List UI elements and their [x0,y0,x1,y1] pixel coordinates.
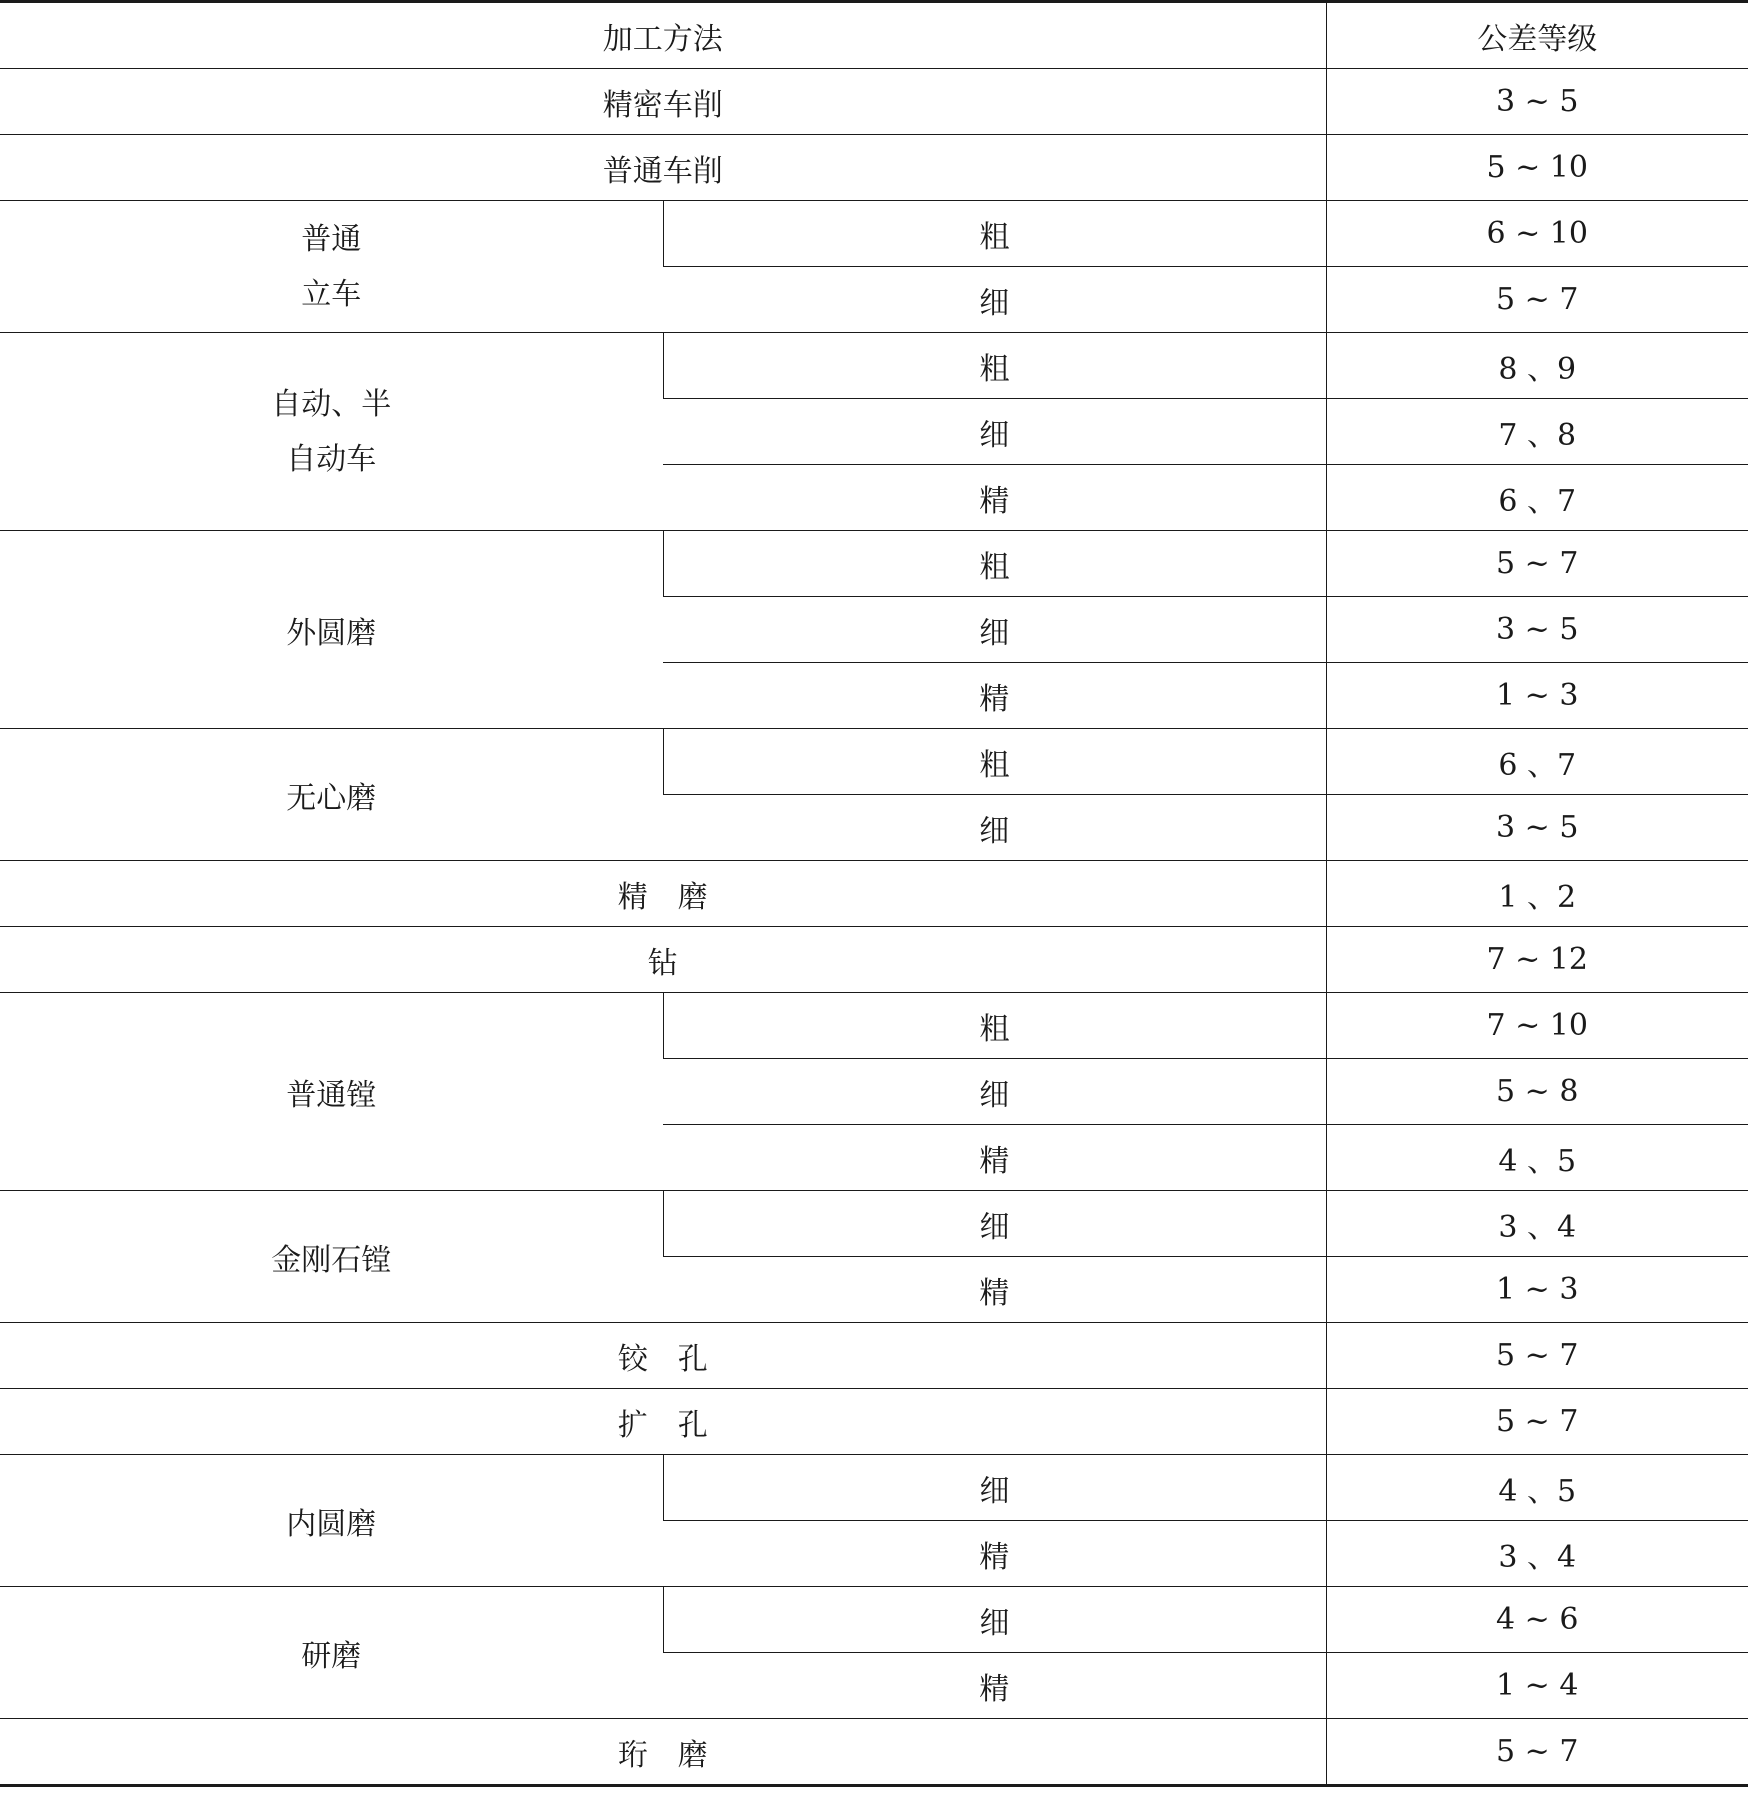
table-row [0,927,1748,993]
sub-method-cell: 细 [663,795,1326,861]
table-row [0,1389,1748,1455]
method-cell: 普通车削 [0,135,1326,201]
sub-method-cell: 细 [663,597,1326,663]
method-cell: 精密车削 [0,69,1326,135]
method-group-cell: 外圆磨 [0,531,663,729]
table-row [0,135,1748,201]
grade-cell: 5 ~ 7 [1326,531,1748,597]
sub-method-cell: 粗 [663,201,1326,267]
sub-method-cell: 精 [663,1257,1326,1323]
sub-method-cell: 精 [663,663,1326,729]
grade-cell: 5 ~ 7 [1326,1719,1748,1786]
method-cell: 铰 孔 [0,1323,1326,1389]
table-row [0,333,1748,399]
grade-cell: 3 ~ 5 [1326,69,1748,135]
sub-method-cell: 粗 [663,729,1326,795]
header-grade: 公差等级 [1326,2,1748,69]
grade-cell: 1 ~ 3 [1326,1257,1748,1323]
grade-cell: 1 ~ 3 [1326,663,1748,729]
sub-method-cell: 细 [663,399,1326,465]
sub-method-cell: 粗 [663,333,1326,399]
table-row [0,993,1748,1059]
header-row [0,2,1748,69]
grade-cell: 1 、2 [1326,861,1748,927]
table-row [0,1323,1748,1389]
grade-cell: 3 ~ 5 [1326,795,1748,861]
method-group-cell: 金刚石镗 [0,1191,663,1323]
table-row [0,1455,1748,1521]
grade-cell: 5 ~ 10 [1326,135,1748,201]
table-row [0,201,1748,267]
method-cell: 钻 [0,927,1326,993]
grade-cell: 6 、7 [1326,465,1748,531]
grade-cell: 8 、9 [1326,333,1748,399]
sub-method-cell: 精 [663,1521,1326,1587]
sub-method-cell: 粗 [663,531,1326,597]
sub-method-cell: 细 [663,1455,1326,1521]
grade-cell: 6 、7 [1326,729,1748,795]
grade-cell: 3 、4 [1326,1521,1748,1587]
grade-cell: 5 ~ 7 [1326,267,1748,333]
grade-cell: 3 ~ 5 [1326,597,1748,663]
table-row [0,729,1748,795]
grade-cell: 7 ~ 10 [1326,993,1748,1059]
table-row [0,1191,1748,1257]
sub-method-cell: 精 [663,465,1326,531]
method-cell: 珩 磨 [0,1719,1326,1786]
grade-cell: 5 ~ 7 [1326,1389,1748,1455]
sub-method-cell: 细 [663,1059,1326,1125]
grade-cell: 7 、8 [1326,399,1748,465]
sub-method-cell: 细 [663,1587,1326,1653]
grade-cell: 3 、4 [1326,1191,1748,1257]
grade-cell: 5 ~ 7 [1326,1323,1748,1389]
grade-cell: 6 ~ 10 [1326,201,1748,267]
grade-cell: 1 ~ 4 [1326,1653,1748,1719]
header-method: 加工方法 [0,2,1326,69]
table-row [0,1587,1748,1653]
method-group-cell: 无心磨 [0,729,663,861]
table-row [0,861,1748,927]
table-row [0,69,1748,135]
method-group-cell [0,201,663,333]
grade-cell: 4 、5 [1326,1455,1748,1521]
method-line: 自动车 [286,441,377,477]
sub-method-cell: 细 [663,267,1326,333]
grade-cell: 5 ~ 8 [1326,1059,1748,1125]
table-row [0,531,1748,597]
method-group-cell [0,333,663,531]
table-row [0,1719,1748,1786]
method-group-cell: 普通镗 [0,993,663,1191]
method-cell: 扩 孔 [0,1389,1326,1455]
method-line: 自动、半 [271,386,392,422]
grade-cell: 4 、5 [1326,1125,1748,1191]
grade-cell: 4 ~ 6 [1326,1587,1748,1653]
method-line: 普通 [301,221,362,257]
sub-method-cell: 精 [663,1653,1326,1719]
method-group-cell: 内圆磨 [0,1455,663,1587]
method-line: 立车 [301,276,362,312]
sub-method-cell: 细 [663,1191,1326,1257]
method-cell: 精 磨 [0,861,1326,927]
method-group-cell: 研磨 [0,1587,663,1719]
grade-cell: 7 ~ 12 [1326,927,1748,993]
sub-method-cell: 粗 [663,993,1326,1059]
sub-method-cell: 精 [663,1125,1326,1191]
